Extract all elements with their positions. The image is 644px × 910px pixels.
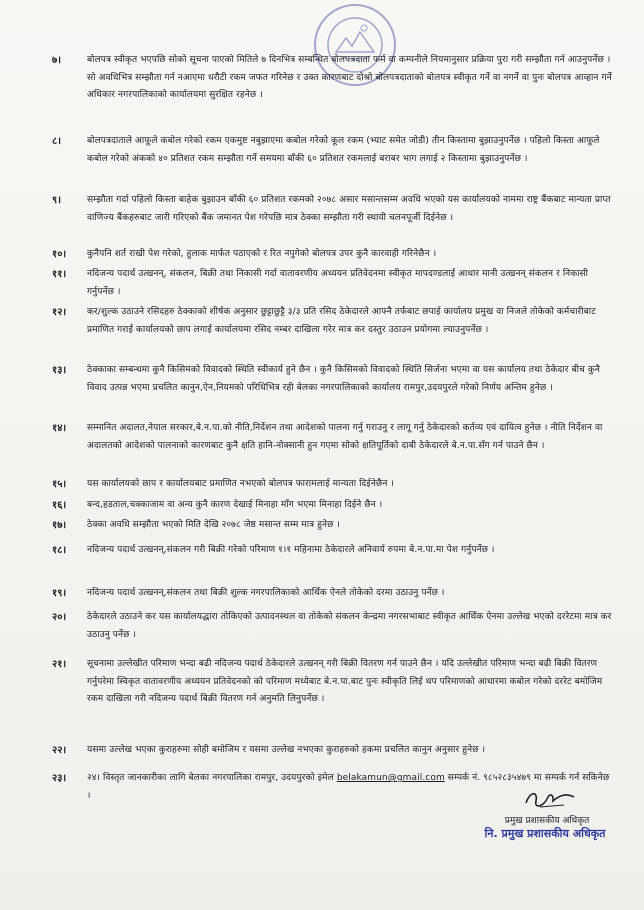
clause-number: ९।	[52, 195, 61, 206]
clause-number: २०।	[52, 612, 67, 623]
contact-text-before: २४। विस्तृत जानकारीका लागि बेलका नगरपालिका रामपुर, उदयपुरको इमेल	[87, 773, 334, 783]
clause-number: १४।	[52, 423, 67, 434]
clause-number: १८।	[52, 545, 67, 556]
clause-number: १९।	[52, 588, 67, 599]
clause-text: नदिजन्य पदार्थ उत्खनन्,संकलन तथा बिक्री शुल्क नगरपालिकाको आर्थिक ऐनले तोकेको दरमा उठाउनु पर्नेछ ।	[87, 588, 445, 598]
clause-text: बोलपत्र स्वीकृत भएपछि सोको सूचना पाएको मितिले ७ दिनभित्र सम्बन्धित बोलपत्रदाता फर्म वा कम्पनीले नियमानुसार प्रक्रिया पुरा गरी सम्झौता गर्न आउनुपर्नेछ । सो अवधिभित्र सम्झौता गर्न नआएमा धरौटी रकम जफत गरिनेछ र उक्त कारणबाट दोश्रो बोलपत्रदाताको बोलपत्र स्वीकृत गर्ने वा नगर्ने वा पुनः बोलपत्र आव्हान गर्ने अधिकार नगरपालिकाको कार्यालयमा सुरक्षित रहनेछ ।	[87, 55, 612, 101]
clause-text: यस कार्यालयको छाप र कार्यालयबाट प्रमाणित नभएको बोलपत्र फारामलाई मान्यता दिईनेछैन ।	[87, 479, 394, 489]
clause-number: १३।	[52, 365, 67, 376]
officer-title: प्रमुख प्रशासकीय अधिकृत	[504, 816, 590, 826]
clause-text: सूचनामा उल्लेखीत परिमाण भन्दा बढी नदिजन्य पदार्थ ठेकेदारले उत्खनन् गरी बिक्री वितरण गर्न पाउने छैन । यदि उल्लेखीत परिमाण भन्दा बढी बिक्री वितरण गर्नुपरेमा स्विकृत वातावरणीय अध्ययन प्रतिवेदनको को परिमाण मध्येबाट बे.न.पा.बाट पुनः स्वीकृति लिई थप परिमाणको आधारमा कबोल गरेको दररेट बमोजिम रकम दाखिला गरी नदिजन्य पदार्थ बिक्री वितरण गर्न अनुमति लिनुपर्नेछ ।	[87, 659, 603, 705]
clause-text: सम्झौता गर्दा पहिलो किस्ता बाहेक बुझाउन बाँकी ६० प्रतिशत रकमको २०७८ असार मसान्तसम्म अवधि भएको यस कार्यालयको नाममा राष्ट्र बैंकबाट मान्यता प्राप्त वाणिज्य बैंकहरुबाट जारी गरिएको बैंक जमानत पेश गरेपछि मात्र ठेक्का सम्झौता गरी स्थायी चलनपूर्जी दिईनेछ ।	[87, 195, 611, 223]
clause-number: ११।	[52, 269, 67, 280]
clause-number: २३।	[52, 773, 67, 784]
clause-number: १०।	[52, 249, 67, 260]
clause-number: ७।	[52, 55, 61, 66]
clause-text: बन्द,हडताल,चक्काजाम वा अन्य कुनै कारण देखाई मिनाहा माँग भएमा मिनाहा दिईने छैन ।	[87, 500, 383, 510]
signature-icon	[520, 785, 580, 813]
clause-number: २१।	[52, 659, 67, 670]
clause-number: १६।	[52, 500, 67, 511]
email-link[interactable]: belakamun@gmail.com	[336, 773, 445, 783]
clause-text: सम्मानित अदालत,नेपाल सरकार,बे.न.पा.को नीति,निर्देशन तथा आदेशको पालना गर्नु गराउनु र लागू गर्नु ठेकेदारको कर्तव्य एवं दायित्व हुनेछ । नीति निर्देशन वा अदालतको आदेशको पालनाको कारणबाट कुनै क्षति हानि-नोक्सानी हुन गएमा सोको क्षतिपूर्तिको दाबी ठेकेदारले बे.न.पा.सँग गर्न पाउने छैन ।	[87, 423, 603, 451]
officer-stamp: नि. प्रमुख प्रशासकीय अधिकृत	[484, 827, 606, 840]
contact-text-after: सम्पर्क नं. ९८५२८३५४७९ मा सम्पर्क गर्न सकिनेछ ।	[87, 773, 610, 801]
clause-text: नदिजन्य पदार्थ उत्खनन्,संकलन गरी बिक्री गरेको परिमाण १।१ महिनामा ठेकेदारले अनिवार्य रुपमा बे.न.पा.मा पेश गर्नुपर्नेछ ।	[87, 545, 495, 555]
clause-number: १२।	[52, 307, 67, 318]
clause-text: ठेक्काका सम्बन्धमा कुनै किसिमको विवादको स्थिति स्वीकार्य हुने छैन । कुनै किसिमको विवादको स्थिति सिर्जना भएमा वा यस कार्यालय तथा ठेकेदार बीच कुनै विवाद उत्पन्न भएमा प्रचलित कानुन,ऐन,नियमको परिधिभित्र रही बेलका नगरपालिकाको कार्यालय रामपुर,उदयपुरले गरेको निर्णय अन्तिम हुनेछ ।	[87, 365, 600, 393]
clause-text: बोलपत्रदाताले आफूले कबोल गरेको रकम एकमुष्ट नबुझाएमा कबोल गरेको कूल रकम (भ्याट समेत जोडी) तीन किस्तामा बुझाउनुपर्नेछ । पहिलो किस्ता आफूले कबोल गरेको अंकको ४० प्रतिशत रकम सम्झौता गर्ने समयमा बाँकी ६० प्रतिशत रकमलाई बराबर भाग लगाई २ किस्तामा बुझाउनुपर्नेछ ।	[87, 136, 600, 164]
clause-text: ठेकेदारले उठाउने कर यस कार्यालयद्धारा तोकिएको उत्पादनस्थल वा तोकेको संकलन केन्द्रमा नगरसभाबाट स्वीकृत आर्थिक ऐनमा उल्लेख भएको दररेटमा मात्र कर उठाउनु पर्नेछ ।	[87, 612, 612, 640]
clause-text: ठेक्का अवधि सम्झौता भएको मिति देखि २०७८ जेष्ठ मसान्त सम्म मात्र हुनेछ ।	[87, 520, 341, 530]
clause-text: नदिजन्य पदार्थ उत्खनन्, संकलन, बिक्री तथा निकासी गर्दा वातावरणीय अध्ययन प्रतिवेदनमा स्वीकृत मापदण्डलाई आधार मानी उत्खनन् संकलन र निकासी गर्नुपर्नेछ ।	[87, 269, 589, 297]
clause-text: यसमा उल्लेख भएका कुराहरुमा सोही बमोजिम र यसमा उल्लेख नभएका कुराहरुको हकमा प्रचलित कानुन अनुसार हुनेछ ।	[87, 745, 486, 755]
clause-text: कुनैपनि शर्त राखी पेश गरेको, हुलाक मार्फत पठाएको र रित नपुगेको बोलपत्र उपर कुनै कारवाही गरिनेछैन ।	[87, 249, 437, 259]
clause-number: २२।	[52, 745, 67, 756]
clause-text: कर/शुल्क उठाउने रसिदहरु ठेक्काको शीर्षक अनुसार छुट्टाछुट्टै ३/३ प्रति रसिद ठेकेदारले आफ्नै तर्फबाट छपाई कार्यालय प्रमुख वा निजले तोकेको कर्मचारीबाट प्रमाणित गराई कार्यालयको छाप लगाई कार्यालयमा रसिद नम्बर दाखिला गरेर मात्र कर दस्तुर उठाउन प्रयोगमा ल्याउनुपर्नेछ ।	[87, 307, 596, 335]
clause-number: ८।	[52, 136, 61, 147]
clause-number: १५।	[52, 479, 67, 490]
clause-number: १७।	[52, 520, 67, 531]
